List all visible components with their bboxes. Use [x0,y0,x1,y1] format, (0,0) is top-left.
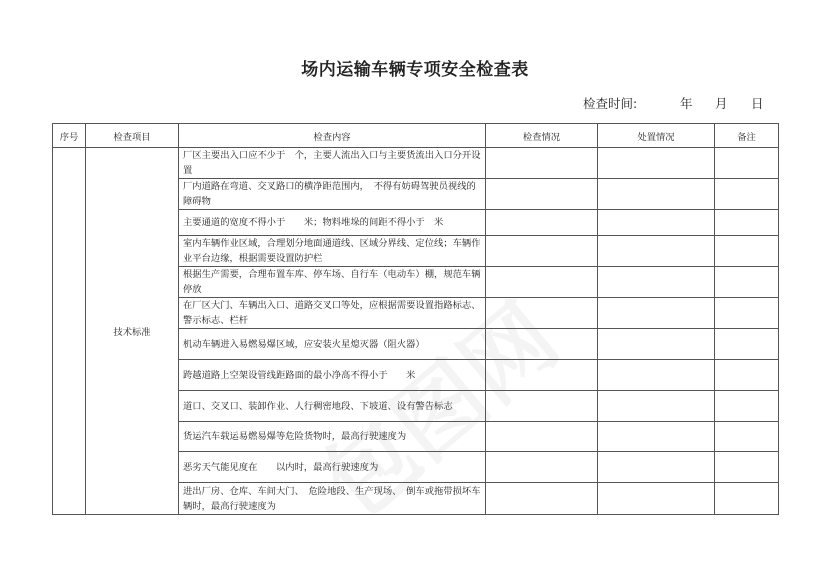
content-cell: 主要通道的宽度不得小于 米；物料堆垛的间距不得小于 米 [179,210,486,236]
remarks-cell[interactable] [715,236,779,267]
remarks-cell[interactable] [715,422,779,452]
content-cell: 厂区主要出入口应不少于 个，主要人流出入口与主要货流出入口分开设置 [179,148,486,179]
content-cell: 恶劣天气能见度在 以内时，最高行驶速度为 [179,452,486,483]
header-content: 检查内容 [179,124,486,148]
action-cell[interactable] [598,236,715,267]
date-month: 月 [715,96,728,111]
action-cell[interactable] [598,329,715,360]
header-result: 检查情况 [486,124,598,148]
result-cell[interactable] [486,298,598,329]
action-cell[interactable] [598,452,715,483]
remarks-cell[interactable] [715,210,779,236]
result-cell[interactable] [486,360,598,391]
remarks-cell[interactable] [715,148,779,179]
remarks-cell[interactable] [715,298,779,329]
result-cell[interactable] [486,391,598,422]
header-action: 处置情况 [598,124,715,148]
action-cell[interactable] [598,148,715,179]
action-cell[interactable] [598,422,715,452]
remarks-cell[interactable] [715,179,779,210]
table-header-row [53,124,779,148]
category-cell: 技术标准 [86,148,179,515]
content-cell: 道口、交叉口、装卸作业、人行稠密地段、下坡道、设有警告标志 [179,391,486,422]
content-cell: 跨越道路上空架设管线距路面的最小净高不得小于 米 [179,360,486,391]
remarks-cell[interactable] [715,391,779,422]
action-cell[interactable] [598,267,715,298]
result-cell[interactable] [486,267,598,298]
inspection-table [52,123,779,515]
header-remarks: 备注 [715,124,779,148]
content-cell: 货运汽车载运易燃易爆等危险货物时，最高行驶速度为 [179,422,486,452]
result-cell[interactable] [486,179,598,210]
result-cell[interactable] [486,148,598,179]
action-cell[interactable] [598,391,715,422]
result-cell[interactable] [486,452,598,483]
content-cell: 厂内道路在弯道、交叉路口的横净距范围内， 不得有妨碍驾驶员视线的障碍物 [179,179,486,210]
action-cell[interactable] [598,298,715,329]
page-title: 场内运输车辆专项安全检查表 [301,60,529,80]
content-cell: 机动车辆进入易燃易爆区域，应安装火星熄灭器（阻火器） [179,329,486,360]
content-cell: 进出厂房、仓库、车间大门、 危险地段、生产现场、 倒车或拖带损坏车辆时，最高行驶速度为 [179,483,486,515]
date-day: 日 [751,96,764,111]
result-cell[interactable] [486,329,598,360]
remarks-cell[interactable] [715,267,779,298]
remarks-cell[interactable] [715,360,779,391]
content-cell: 在厂区大门、车辆出入口、道路交叉口等处，应根据需要设置指路标志、警示标志、栏杆 [179,298,486,329]
remarks-cell[interactable] [715,329,779,360]
action-cell[interactable] [598,483,715,515]
remarks-cell[interactable] [715,483,779,515]
result-cell[interactable] [486,236,598,267]
result-cell[interactable] [486,210,598,236]
date-year: 年 [680,96,693,111]
header-index: 序号 [53,124,86,148]
content-cell: 室内车辆作业区域，合理划分地面通道线、区域分界线、定位线；车辆作业平台边缘，根据需要设置防护栏 [179,236,486,267]
remarks-cell[interactable] [715,452,779,483]
action-cell[interactable] [598,179,715,210]
action-cell[interactable] [598,360,715,391]
result-cell[interactable] [486,483,598,515]
action-cell[interactable] [598,210,715,236]
header-item: 检查项目 [86,124,179,148]
table-row [53,148,779,179]
content-cell: 根据生产需要，合理布置车库、停车场、自行车（电动车）棚，规范车辆停放 [179,267,486,298]
result-cell[interactable] [486,422,598,452]
date-label: 检查时间: [583,96,638,111]
index-cell[interactable] [53,148,86,515]
